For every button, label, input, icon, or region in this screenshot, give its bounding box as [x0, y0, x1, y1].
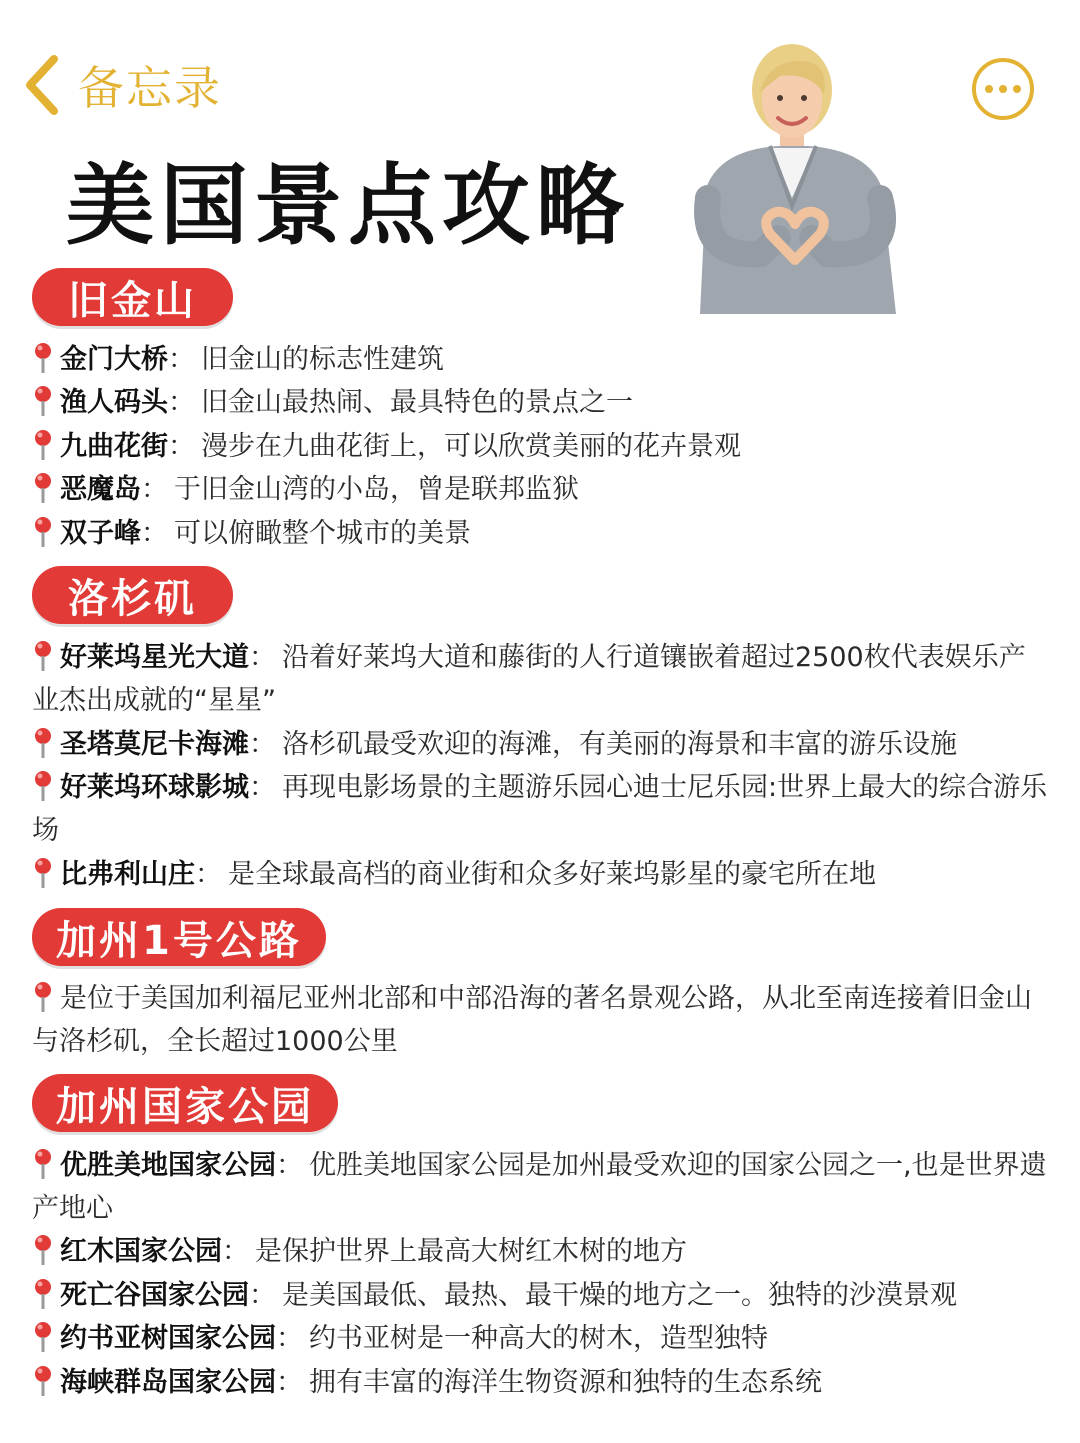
pin-icon — [32, 429, 54, 461]
list-item: 金门大桥： 旧金山的标志性建筑 — [32, 338, 1052, 381]
list-item: 好莱坞环球影城： 再现电影场景的主题游乐园心迪士尼乐园:世界上最大的综合游乐场 — [32, 772, 1048, 846]
pin-icon — [32, 640, 54, 672]
entry-name: 好莱坞环球影城 — [60, 772, 249, 803]
chevron-left-icon — [22, 53, 62, 117]
entry-desc: 是全球最高档的商业街和众多好莱坞影星的豪宅所在地 — [228, 859, 876, 890]
entry-name: 恶魔岛 — [60, 474, 141, 505]
entry-desc: 优胜美地国家公园是加州最受欢迎的国家公园之一,也是世界遗产地心 — [32, 1150, 1047, 1224]
entry-name: 红木国家公园 — [60, 1236, 222, 1267]
entry-desc: 再现电影场景的主题游乐园心迪士尼乐园:世界上最大的综合游乐场 — [32, 772, 1048, 846]
pin-icon — [32, 857, 54, 889]
back-button[interactable] — [22, 52, 222, 118]
entry-desc: 旧金山最热闹、最具特色的景点之一 — [201, 387, 633, 418]
section-badge-highway1: 加州1号公路 — [32, 908, 326, 966]
section-badge-losangeles: 洛杉矶 — [32, 566, 233, 624]
list-item — [32, 977, 1052, 1063]
list-item: 红木国家公园： 是保护世界上最高大树红木树的地方 — [32, 1230, 1052, 1273]
list-item: 比弗利山庄： 是全球最高档的商业街和众多好莱坞影星的豪宅所在地 — [32, 853, 1052, 896]
pin-icon — [32, 1234, 54, 1266]
entry-desc: 旧金山的标志性建筑 — [201, 344, 444, 375]
entry-desc: 沿着好莱坞大道和藤街的人行道镶嵌着超过2500枚代表娱乐产业杰出成就的“星星” — [32, 642, 1026, 716]
hero-photo — [660, 38, 936, 314]
entry-name: 约书亚树国家公园 — [60, 1323, 276, 1354]
list-item: 渔人码头： 旧金山最热闹、最具特色的景点之一 — [32, 381, 1052, 424]
entry-name: 双子峰 — [60, 518, 141, 549]
entry-desc: 洛杉矶最受欢迎的海滩，有美丽的海景和丰富的游乐设施 — [282, 729, 957, 760]
entry-name: 死亡谷国家公园 — [60, 1280, 249, 1311]
entry-desc: 是保护世界上最高大树红木树的地方 — [255, 1236, 687, 1267]
list-item: 海峡群岛国家公园： 拥有丰富的海洋生物资源和独特的生态系统 — [32, 1361, 1052, 1404]
entry-name: 渔人码头 — [60, 387, 168, 418]
entry-desc: 约书亚树是一种高大的树木，造型独特 — [309, 1323, 768, 1354]
list-item: 约书亚树国家公园： 约书亚树是一种高大的树木，造型独特 — [32, 1317, 1052, 1360]
more-icon — [985, 85, 1021, 93]
section-badge-national-parks: 加州国家公园 — [32, 1074, 338, 1132]
page-title: 美国景点攻略 — [66, 154, 631, 257]
back-label: 备忘录 — [78, 61, 222, 115]
entry-name: 九曲花街 — [60, 431, 168, 462]
entry-name: 海峡群岛国家公园 — [60, 1367, 276, 1398]
pin-icon — [32, 342, 54, 374]
pin-icon — [32, 1148, 54, 1180]
pin-icon — [32, 1278, 54, 1310]
entry-name: 优胜美地国家公园 — [60, 1150, 276, 1181]
pin-icon — [32, 727, 54, 759]
list-item: 死亡谷国家公园： 是美国最低、最热、最干燥的地方之一。独特的沙漠景观 — [32, 1274, 1052, 1317]
pin-icon — [32, 516, 54, 548]
entry-desc: 拥有丰富的海洋生物资源和独特的生态系统 — [309, 1367, 822, 1398]
list-item: 恶魔岛： 于旧金山湾的小岛，曾是联邦监狱 — [32, 468, 1052, 511]
entry-name: 好莱坞星光大道 — [60, 642, 249, 673]
section-badge-sanfrancisco: 旧金山 — [32, 268, 233, 326]
pin-icon — [32, 1365, 54, 1397]
pin-icon — [32, 981, 54, 1013]
entry-name: 圣塔莫尼卡海滩 — [60, 729, 249, 760]
more-button[interactable] — [972, 58, 1034, 120]
pin-icon — [32, 472, 54, 504]
list-item: 圣塔莫尼卡海滩： 洛杉矶最受欢迎的海滩，有美丽的海景和丰富的游乐设施 — [32, 723, 1052, 766]
pin-icon — [32, 385, 54, 417]
entry-desc: 于旧金山湾的小岛，曾是联邦监狱 — [174, 474, 579, 505]
list-item: 优胜美地国家公园： 优胜美地国家公园是加州最受欢迎的国家公园之一,也是世界遗产地心 — [32, 1150, 1047, 1224]
entry-desc: 是位于美国加利福尼亚州北部和中部沿海的著名景观公路，从北至南连接着旧金山与洛杉矶，全长超过1000公里 — [32, 983, 1032, 1057]
entry-desc: 是美国最低、最热、最干燥的地方之一。独特的沙漠景观 — [282, 1280, 957, 1311]
list-item: 双子峰： 可以俯瞰整个城市的美景 — [32, 512, 1052, 555]
pin-icon — [32, 770, 54, 802]
list-item: 九曲花街： 漫步在九曲花街上，可以欣赏美丽的花卉景观 — [32, 425, 1052, 468]
entry-desc: 漫步在九曲花街上，可以欣赏美丽的花卉景观 — [201, 431, 741, 462]
entry-name: 金门大桥 — [60, 344, 168, 375]
pin-icon — [32, 1321, 54, 1353]
entry-name: 比弗利山庄 — [60, 859, 195, 890]
entry-desc: 可以俯瞰整个城市的美景 — [174, 518, 471, 549]
list-item: 好莱坞星光大道： 沿着好莱坞大道和藤街的人行道镶嵌着超过2500枚代表娱乐产业杰出成就的“星星” — [32, 642, 1026, 716]
